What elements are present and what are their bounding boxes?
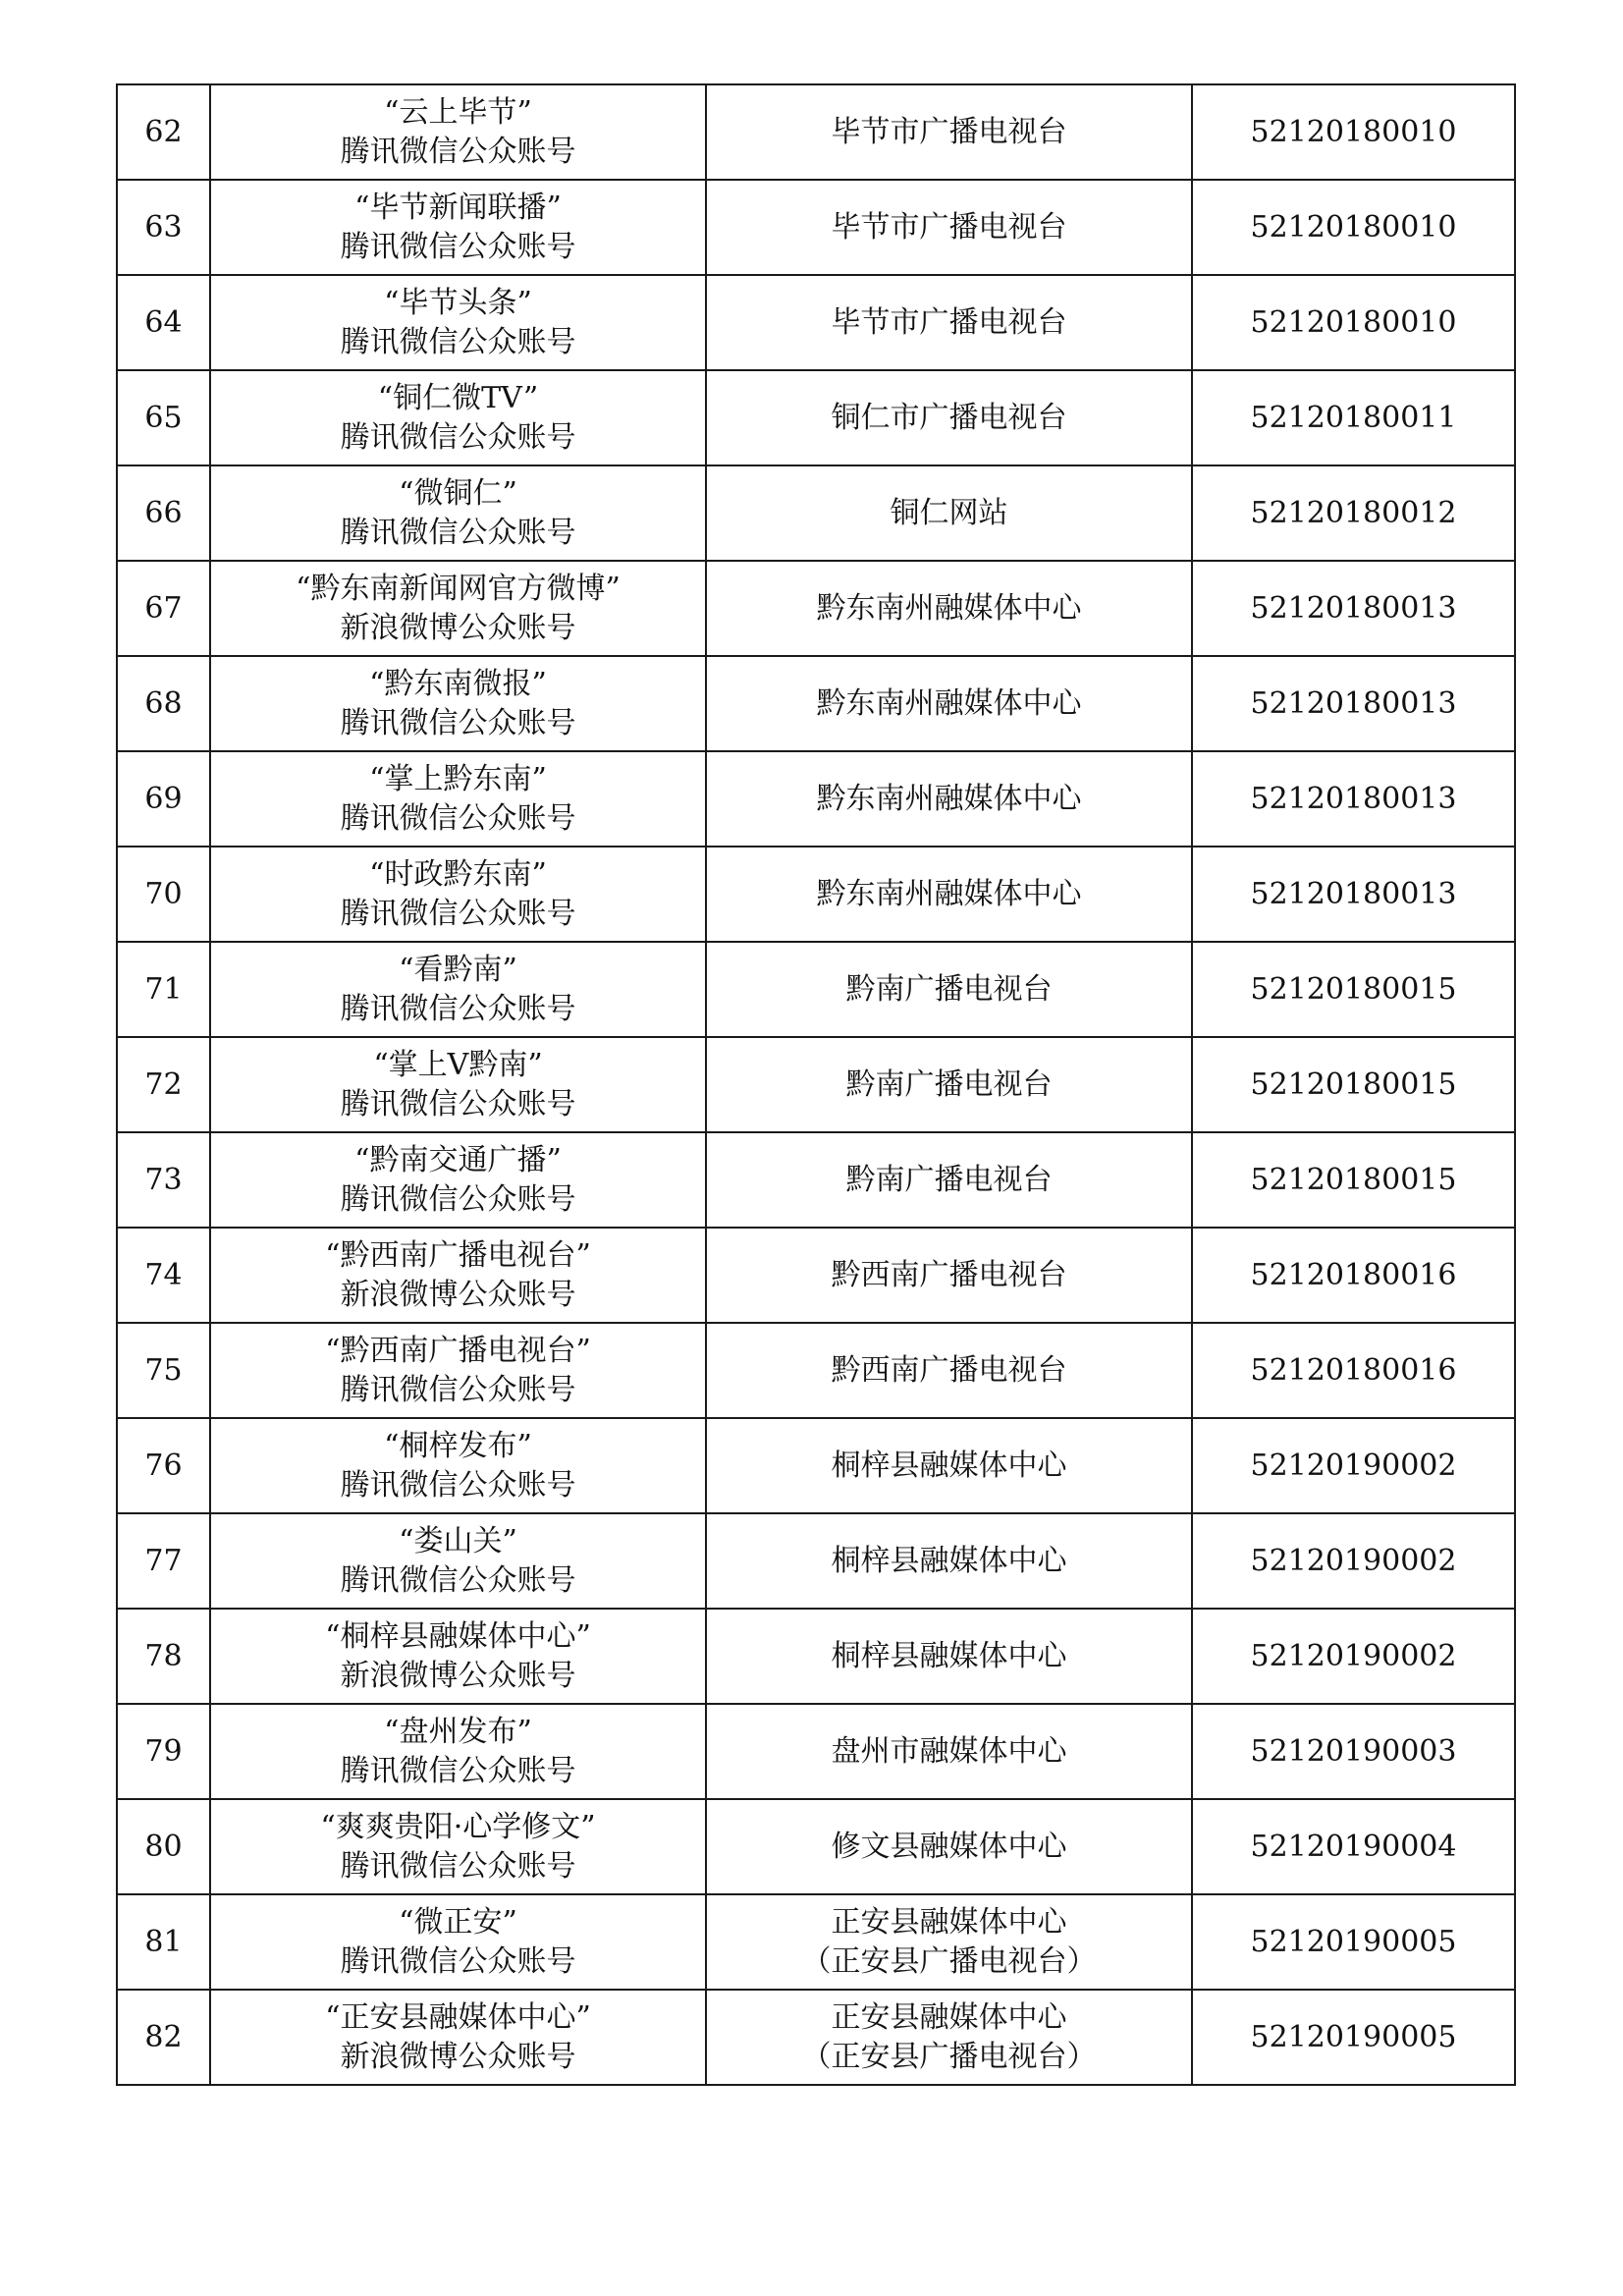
table-row [117, 1609, 1515, 1704]
license-code: 52120190005 [1192, 1990, 1515, 2085]
account-name: “看黔南” [399, 952, 517, 987]
row-number: 67 [117, 561, 210, 656]
license-code: 52120180016 [1192, 1228, 1515, 1323]
account-platform: 腾讯微信公众账号 [340, 419, 576, 455]
license-code: 52120180013 [1192, 847, 1515, 942]
organization-cell [706, 370, 1192, 465]
table-row [117, 465, 1515, 561]
account-cell [210, 1418, 706, 1513]
account-platform: 新浪微博公众账号 [340, 2039, 576, 2074]
row-number: 65 [117, 370, 210, 465]
account-name: “娄山关” [399, 1523, 517, 1558]
license-code: 52120180015 [1192, 1037, 1515, 1132]
organization-cell [706, 751, 1192, 847]
organization-cell [706, 1894, 1192, 1990]
account-cell [210, 1894, 706, 1990]
table-body [117, 84, 1515, 2085]
account-name: “黔南交通广播” [354, 1142, 562, 1177]
organization-cell [706, 465, 1192, 561]
account-name: “掌上V黔南” [373, 1047, 543, 1082]
account-cell [210, 370, 706, 465]
account-cell [210, 656, 706, 751]
account-platform: 腾讯微信公众账号 [340, 1562, 576, 1598]
table-row [117, 1990, 1515, 2085]
account-cell [210, 1704, 706, 1799]
account-platform: 新浪微博公众账号 [340, 1277, 576, 1312]
organization-name: 盘州市融媒体中心 [831, 1733, 1067, 1769]
organization-name: 黔东南州融媒体中心 [816, 685, 1082, 721]
table-row [117, 1799, 1515, 1894]
account-platform: 腾讯微信公众账号 [340, 1753, 576, 1788]
account-cell [210, 275, 706, 370]
organization-name: 桐梓县融媒体中心 [831, 1543, 1067, 1578]
table-row [117, 370, 1515, 465]
account-name: “铜仁微TV” [377, 380, 539, 415]
row-number: 69 [117, 751, 210, 847]
organization-cell [706, 656, 1192, 751]
license-code: 52120180010 [1192, 275, 1515, 370]
organization-name: 黔东南州融媒体中心 [816, 590, 1082, 626]
account-platform: 腾讯微信公众账号 [340, 705, 576, 740]
organization-name: 正安县融媒体中心 [831, 1999, 1067, 2035]
license-code: 52120180012 [1192, 465, 1515, 561]
row-number: 81 [117, 1894, 210, 1990]
organization-name: 桐梓县融媒体中心 [831, 1448, 1067, 1483]
row-number: 70 [117, 847, 210, 942]
account-platform: 腾讯微信公众账号 [340, 1372, 576, 1407]
license-code: 52120180010 [1192, 180, 1515, 275]
account-platform: 腾讯微信公众账号 [340, 800, 576, 836]
organization-cell [706, 1799, 1192, 1894]
table-row [117, 1323, 1515, 1418]
account-platform: 腾讯微信公众账号 [340, 1181, 576, 1217]
organization-cell [706, 1609, 1192, 1704]
account-platform: 腾讯微信公众账号 [340, 229, 576, 264]
license-code: 52120190005 [1192, 1894, 1515, 1990]
table-row [117, 1132, 1515, 1228]
organization-cell [706, 1418, 1192, 1513]
account-platform: 腾讯微信公众账号 [340, 1848, 576, 1884]
account-cell [210, 1228, 706, 1323]
row-number: 75 [117, 1323, 210, 1418]
account-cell [210, 1132, 706, 1228]
table-row [117, 847, 1515, 942]
license-code: 52120180015 [1192, 942, 1515, 1037]
table-row [117, 751, 1515, 847]
media-account-table [116, 83, 1516, 2086]
account-cell [210, 1609, 706, 1704]
license-code: 52120180016 [1192, 1323, 1515, 1418]
account-cell [210, 1990, 706, 2085]
account-name: “桐梓县融媒体中心” [325, 1618, 591, 1654]
organization-name: 铜仁网站 [890, 495, 1008, 530]
license-code: 52120180010 [1192, 84, 1515, 180]
license-code: 52120180013 [1192, 561, 1515, 656]
table-row [117, 1704, 1515, 1799]
account-name: “微铜仁” [399, 475, 517, 511]
row-number: 72 [117, 1037, 210, 1132]
organization-cell [706, 847, 1192, 942]
organization-cell [706, 1323, 1192, 1418]
account-cell [210, 751, 706, 847]
account-cell [210, 1513, 706, 1609]
table-row [117, 275, 1515, 370]
organization-cell [706, 180, 1192, 275]
organization-name: （正安县广播电视台） [801, 1943, 1097, 1979]
account-platform: 腾讯微信公众账号 [340, 991, 576, 1026]
account-platform: 新浪微博公众账号 [340, 1658, 576, 1693]
organization-cell [706, 1513, 1192, 1609]
table-row [117, 942, 1515, 1037]
organization-name: 铜仁市广播电视台 [831, 400, 1067, 435]
account-name: “盘州发布” [384, 1714, 532, 1749]
table-row [117, 1894, 1515, 1990]
row-number: 74 [117, 1228, 210, 1323]
account-cell [210, 180, 706, 275]
organization-cell [706, 1704, 1192, 1799]
account-cell [210, 561, 706, 656]
table-row [117, 1037, 1515, 1132]
account-name: “爽爽贵阳·心学修文” [320, 1809, 596, 1844]
account-cell [210, 1037, 706, 1132]
row-number: 73 [117, 1132, 210, 1228]
table-row [117, 656, 1515, 751]
account-platform: 腾讯微信公众账号 [340, 324, 576, 359]
row-number: 64 [117, 275, 210, 370]
account-cell [210, 1323, 706, 1418]
organization-name: 毕节市广播电视台 [831, 114, 1067, 149]
license-code: 52120190002 [1192, 1609, 1515, 1704]
row-number: 80 [117, 1799, 210, 1894]
table-row [117, 84, 1515, 180]
row-number: 79 [117, 1704, 210, 1799]
account-name: “时政黔东南” [369, 856, 547, 892]
row-number: 82 [117, 1990, 210, 2085]
organization-name: （正安县广播电视台） [801, 2039, 1097, 2074]
account-name: “正安县融媒体中心” [325, 1999, 591, 2035]
organization-cell [706, 942, 1192, 1037]
organization-name: 黔东南州融媒体中心 [816, 781, 1082, 816]
organization-name: 黔南广播电视台 [845, 1162, 1053, 1197]
organization-name: 黔西南广播电视台 [831, 1257, 1067, 1292]
account-platform: 新浪微博公众账号 [340, 610, 576, 645]
table-row [117, 1418, 1515, 1513]
row-number: 78 [117, 1609, 210, 1704]
organization-name: 黔东南州融媒体中心 [816, 876, 1082, 911]
organization-name: 正安县融媒体中心 [831, 1904, 1067, 1940]
organization-cell [706, 1037, 1192, 1132]
account-cell [210, 84, 706, 180]
row-number: 71 [117, 942, 210, 1037]
account-cell [210, 942, 706, 1037]
license-code: 52120190003 [1192, 1704, 1515, 1799]
organization-name: 黔南广播电视台 [845, 971, 1053, 1007]
account-name: “黔西南广播电视台” [325, 1237, 591, 1273]
account-cell [210, 847, 706, 942]
account-name: “黔东南微报” [369, 666, 547, 701]
row-number: 77 [117, 1513, 210, 1609]
account-platform: 腾讯微信公众账号 [340, 1086, 576, 1121]
table-row [117, 1513, 1515, 1609]
organization-name: 黔西南广播电视台 [831, 1352, 1067, 1388]
account-platform: 腾讯微信公众账号 [340, 896, 576, 931]
license-code: 52120180013 [1192, 751, 1515, 847]
organization-cell [706, 275, 1192, 370]
row-number: 62 [117, 84, 210, 180]
row-number: 66 [117, 465, 210, 561]
organization-cell [706, 1132, 1192, 1228]
license-code: 52120190004 [1192, 1799, 1515, 1894]
account-name: “黔东南新闻网官方微博” [296, 571, 621, 606]
organization-name: 毕节市广播电视台 [831, 304, 1067, 340]
license-code: 52120190002 [1192, 1513, 1515, 1609]
row-number: 76 [117, 1418, 210, 1513]
account-name: “掌上黔东南” [369, 761, 547, 796]
organization-name: 毕节市广播电视台 [831, 209, 1067, 245]
account-name: “毕节头条” [384, 285, 532, 320]
table-row [117, 180, 1515, 275]
account-platform: 腾讯微信公众账号 [340, 515, 576, 550]
account-name: “毕节新闻联播” [354, 190, 562, 225]
license-code: 52120190002 [1192, 1418, 1515, 1513]
table-row [117, 1228, 1515, 1323]
license-code: 52120180015 [1192, 1132, 1515, 1228]
account-name: “微正安” [399, 1904, 517, 1940]
table-row [117, 561, 1515, 656]
account-platform: 腾讯微信公众账号 [340, 1467, 576, 1503]
row-number: 63 [117, 180, 210, 275]
account-name: “黔西南广播电视台” [325, 1333, 591, 1368]
organization-cell [706, 1228, 1192, 1323]
organization-cell [706, 84, 1192, 180]
account-name: “云上毕节” [384, 94, 532, 130]
organization-cell [706, 1990, 1192, 2085]
account-name: “桐梓发布” [384, 1428, 532, 1463]
account-platform: 腾讯微信公众账号 [340, 134, 576, 169]
row-number: 68 [117, 656, 210, 751]
account-platform: 腾讯微信公众账号 [340, 1943, 576, 1979]
account-cell [210, 1799, 706, 1894]
license-code: 52120180013 [1192, 656, 1515, 751]
organization-name: 桐梓县融媒体中心 [831, 1638, 1067, 1673]
organization-name: 修文县融媒体中心 [831, 1829, 1067, 1864]
organization-name: 黔南广播电视台 [845, 1066, 1053, 1102]
license-code: 52120180011 [1192, 370, 1515, 465]
organization-cell [706, 561, 1192, 656]
account-cell [210, 465, 706, 561]
